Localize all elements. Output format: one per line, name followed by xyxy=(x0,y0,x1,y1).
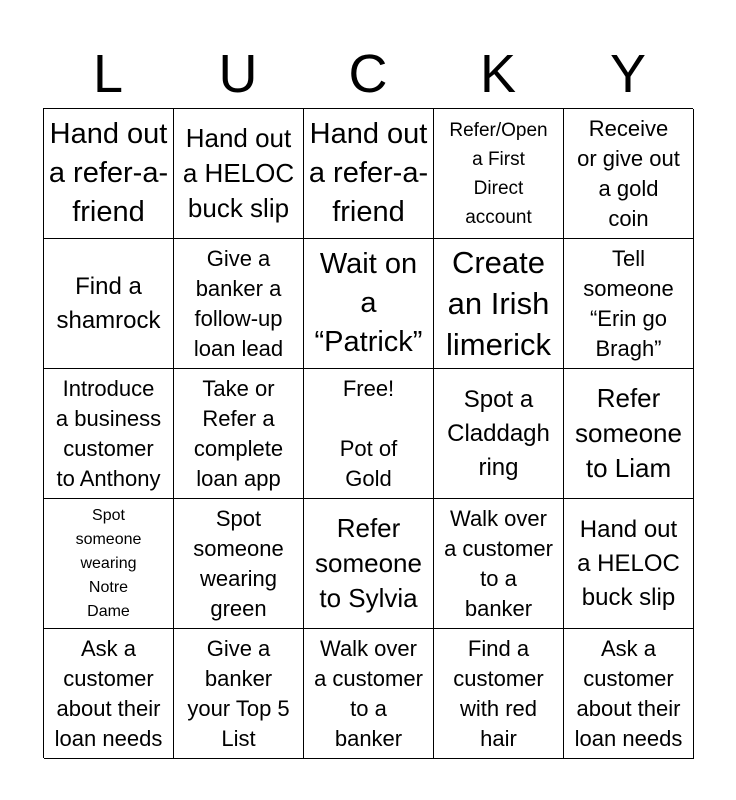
bingo-cell[interactable] xyxy=(44,629,174,759)
bingo-cell[interactable] xyxy=(564,239,694,369)
bingo-cell[interactable] xyxy=(174,109,304,239)
bingo-cell[interactable] xyxy=(304,499,434,629)
header-letter: U xyxy=(218,44,258,104)
cell-text: Refer someone to Sylvia xyxy=(315,513,422,613)
cell-text: Walk over a customer to a banker xyxy=(444,505,553,621)
cell-text: Free! Pot of Gold xyxy=(339,375,398,491)
bingo-cell[interactable] xyxy=(434,369,564,499)
cell-text: Give a banker a follow-up loan lead xyxy=(193,245,284,361)
cell-text: Hand out a HELOC buck slip xyxy=(182,123,295,223)
bingo-cell[interactable] xyxy=(304,109,434,239)
cell-text: Hand out a HELOC buck slip xyxy=(577,515,680,611)
cell-text: Refer someone to Liam xyxy=(575,383,682,483)
cell-text: Create an Irish limerick xyxy=(445,245,552,362)
bingo-cell[interactable] xyxy=(564,499,694,629)
bingo-cell[interactable] xyxy=(434,499,564,629)
bingo-cell[interactable] xyxy=(564,629,694,759)
cell-text: Tell someone “Erin go Bragh” xyxy=(583,245,674,361)
cell-text: Hand out a refer-a- friend xyxy=(308,118,429,228)
cell-text: Ask a customer about their loan needs xyxy=(574,635,683,751)
bingo-header xyxy=(43,40,693,108)
bingo-cell[interactable] xyxy=(434,109,564,239)
bingo-cell[interactable] xyxy=(174,239,304,369)
cell-text: Refer/Open a First Direct account xyxy=(449,119,548,228)
bingo-cell[interactable] xyxy=(44,109,174,239)
cell-text: Wait on a “Patrick” xyxy=(314,248,423,358)
bingo-cell[interactable] xyxy=(434,629,564,759)
bingo-cell[interactable] xyxy=(44,369,174,499)
header-letter: Y xyxy=(609,44,647,104)
bingo-cell[interactable] xyxy=(174,369,304,499)
bingo-cell[interactable] xyxy=(434,239,564,369)
cell-text: Spot a Claddagh ring xyxy=(447,385,550,481)
bingo-cell[interactable] xyxy=(174,629,304,759)
bingo-cell[interactable] xyxy=(564,369,694,499)
cell-text: Find a shamrock xyxy=(56,272,161,334)
cell-text: Give a banker your Top 5 List xyxy=(187,635,290,751)
cell-text: Find a customer with red hair xyxy=(453,635,544,751)
cell-text: Introduce a business customer to Anthony xyxy=(55,375,162,491)
bingo-cell[interactable] xyxy=(564,109,694,239)
cell-text: Hand out a refer-a- friend xyxy=(48,118,169,228)
cell-text: Walk over a customer to a banker xyxy=(314,635,423,751)
bingo-cell[interactable] xyxy=(304,629,434,759)
bingo-cell[interactable] xyxy=(304,239,434,369)
header-letter: C xyxy=(348,44,388,104)
cell-text: Ask a customer about their loan needs xyxy=(54,635,163,751)
cell-text: Spot someone wearing green xyxy=(193,505,284,621)
header-letter: K xyxy=(479,44,517,104)
header-letter: L xyxy=(92,44,124,104)
bingo-cell[interactable] xyxy=(44,499,174,629)
free-space-cell[interactable] xyxy=(304,369,434,499)
cell-text: Receive or give out a gold coin xyxy=(577,115,680,231)
bingo-grid xyxy=(43,108,693,758)
bingo-cell[interactable] xyxy=(44,239,174,369)
cell-text: Spot someone wearing Notre Dame xyxy=(75,506,142,620)
cell-text: Take or Refer a complete loan app xyxy=(193,375,284,491)
bingo-cell[interactable] xyxy=(174,499,304,629)
